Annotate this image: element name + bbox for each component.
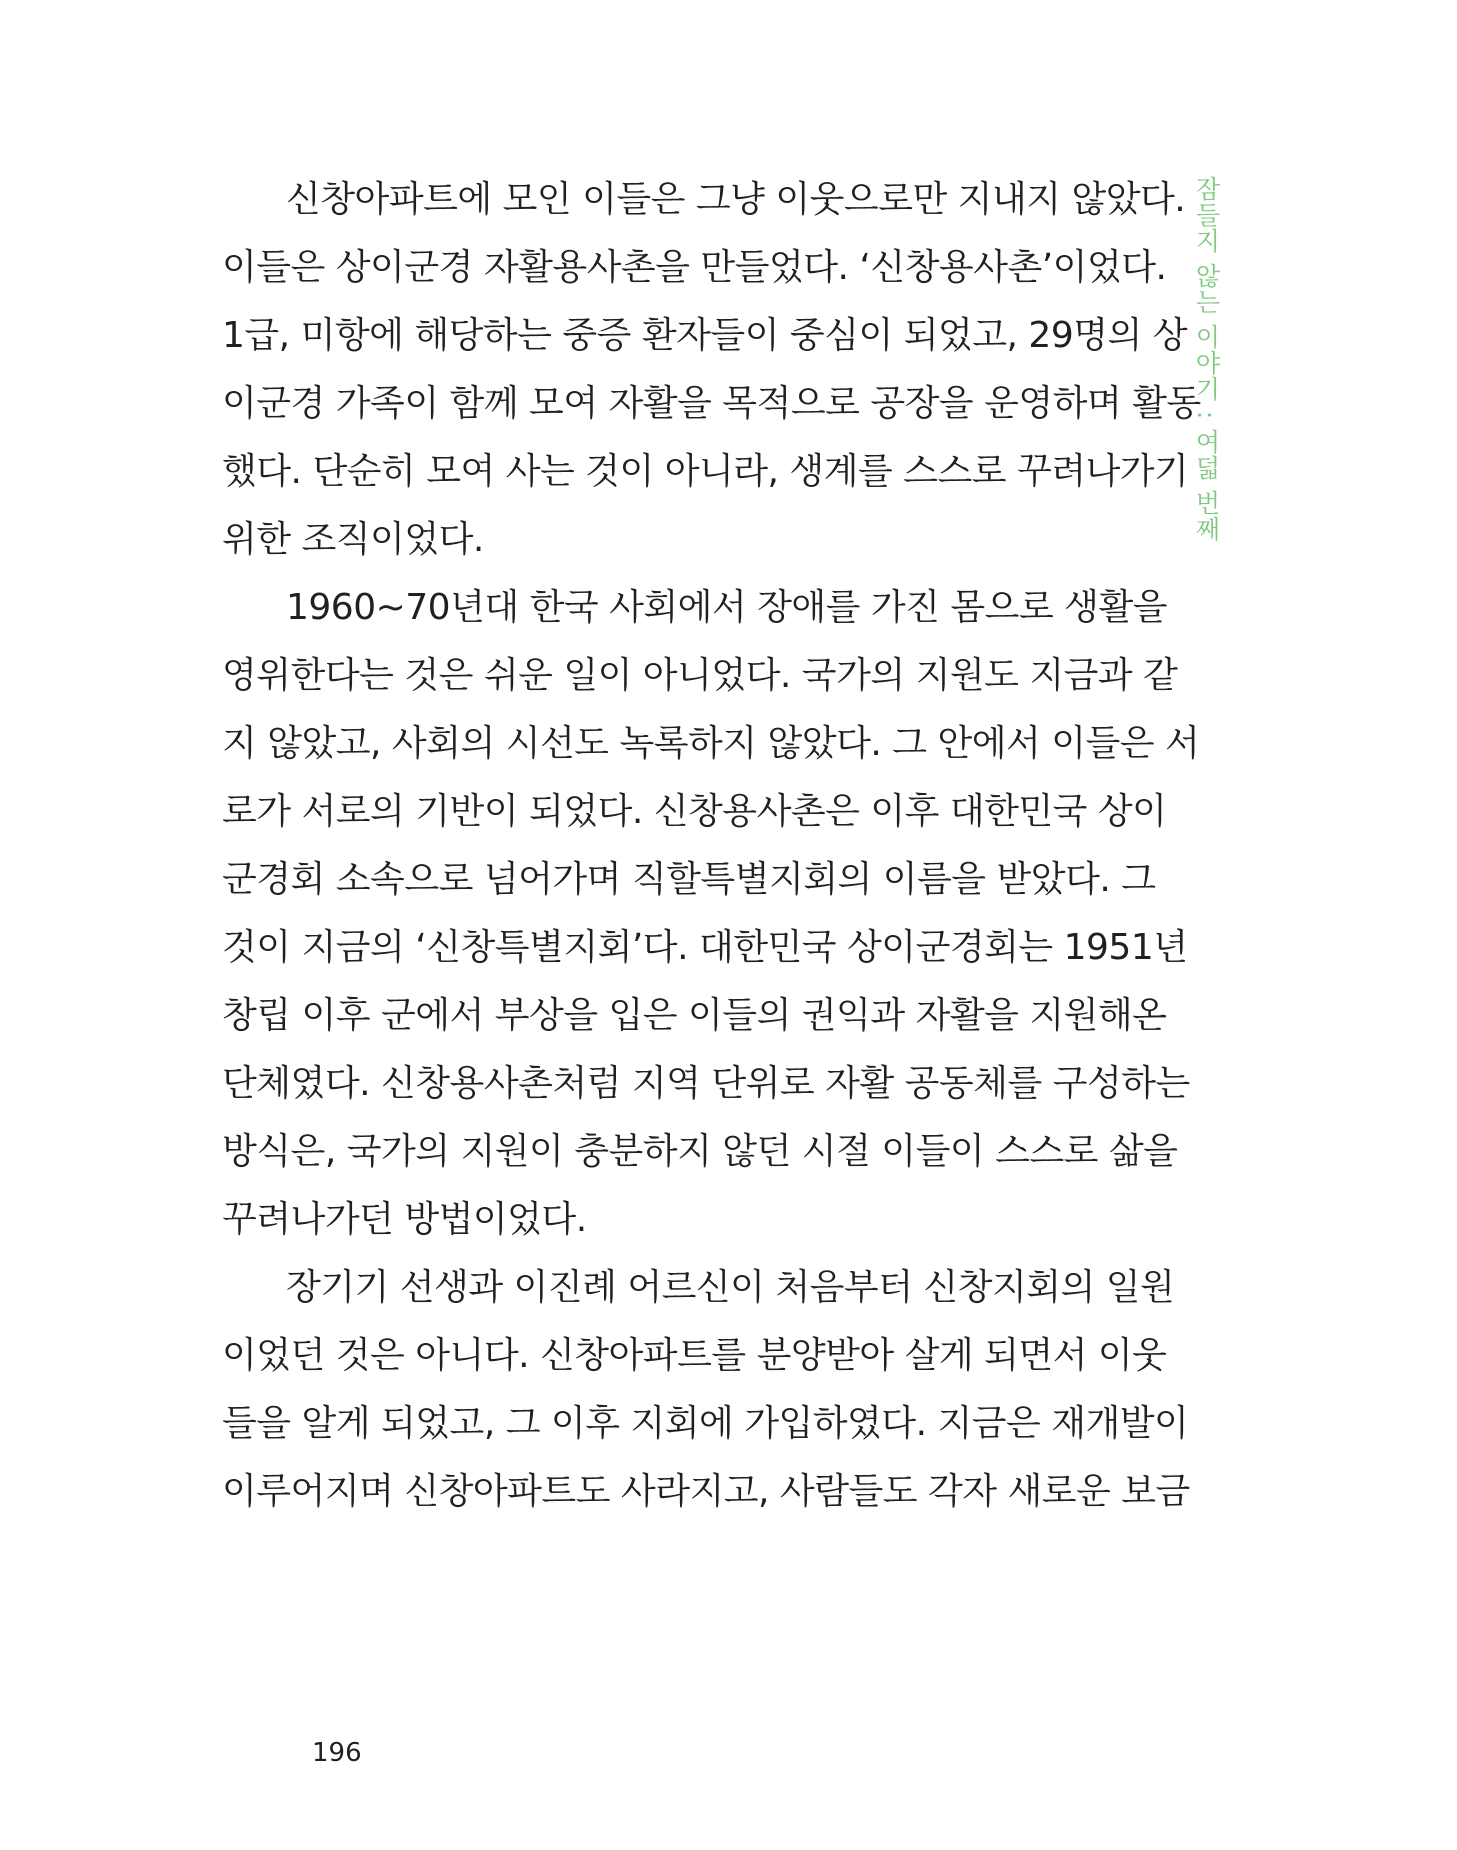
body-text xyxy=(222,166,1201,1526)
paragraph-2-line-4: 로가 서로의 기반이 되었다. 신창용사촌은 이후 대한민국 상이 xyxy=(222,791,1167,832)
paragraph-2-line-9: 방식은, 국가의 지원이 충분하지 않던 시절 이들이 스스로 삶을 xyxy=(222,1131,1178,1172)
paragraph-1-line-6: 위한 조직이었다. xyxy=(222,519,484,560)
paragraph-2-line-10: 꾸려나가던 방법이었다. xyxy=(222,1199,587,1240)
paragraph-3-line-3: 들을 알게 되었고, 그 이후 지회에 가입하였다. 지금은 재개발이 xyxy=(222,1403,1189,1444)
paragraph-1-line-3: 1급, 미항에 해당하는 중증 환자들이 중심이 되었고, 29명의 상 xyxy=(222,315,1187,356)
paragraph-1-line-2: 이들은 상이군경 자활용사촌을 만들었다. ‘신창용사촌’이었다. xyxy=(222,247,1167,288)
paragraph-3-line-1: 장기기 선생과 이진례 어르신이 처음부터 신창지회의 일원 xyxy=(286,1267,1175,1308)
paragraph-2-line-7: 창립 이후 군에서 부상을 입은 이들의 권익과 자활을 지원해온 xyxy=(222,995,1167,1036)
paragraph-2-line-3: 지 않았고, 사회의 시선도 녹록하지 않았다. 그 안에서 이들은 서 xyxy=(222,723,1200,764)
paragraph-1-line-4: 이군경 가족이 함께 모여 자활을 목적으로 공장을 운영하며 활동 xyxy=(222,383,1201,424)
page-number: 196 xyxy=(312,1738,362,1768)
paragraph-2-line-6: 것이 지금의 ‘신창특별지회’다. 대한민국 상이군경회는 1951년 xyxy=(222,927,1188,968)
paragraph-2-line-8: 단체였다. 신창용사촌처럼 지역 단위로 자활 공동체를 구성하는 xyxy=(222,1063,1190,1104)
running-head: 잠들지 않는 이야기 : 여덟 번째 xyxy=(1192,176,1221,543)
paragraph-3-line-2: 이었던 것은 아니다. 신창아파트를 분양받아 살게 되면서 이웃 xyxy=(222,1335,1167,1376)
paragraph-1-line-5: 했다. 단순히 모여 사는 것이 아니라, 생계를 스스로 꾸려나가기 xyxy=(222,451,1189,492)
paragraph-2-line-5: 군경회 소속으로 넘어가며 직할특별지회의 이름을 받았다. 그 xyxy=(222,859,1156,900)
paragraph-3-line-4: 이루어지며 신창아파트도 사라지고, 사람들도 각자 새로운 보금 xyxy=(222,1471,1190,1512)
paragraph-2-line-1: 1960~70년대 한국 사회에서 장애를 가진 몸으로 생활을 xyxy=(286,587,1167,628)
paragraph-1-line-1: 신창아파트에 모인 이들은 그냥 이웃으로만 지내지 않았다. xyxy=(286,179,1186,220)
paragraph-2-line-2: 영위한다는 것은 쉬운 일이 아니었다. 국가의 지원도 지금과 같 xyxy=(222,655,1178,696)
